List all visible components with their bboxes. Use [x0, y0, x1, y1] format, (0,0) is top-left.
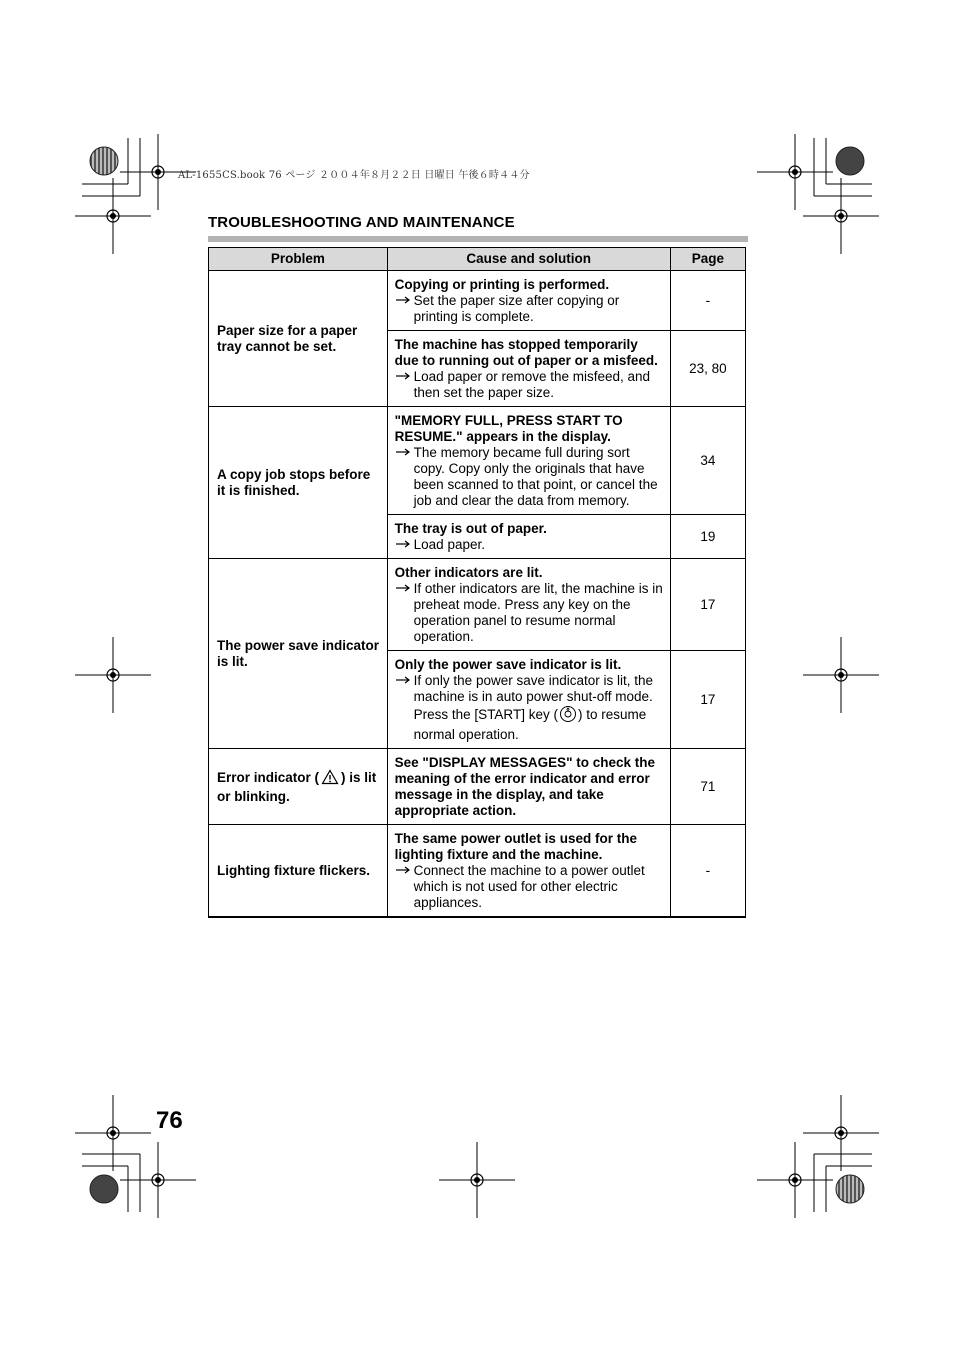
solution-text-after: ) to resume normal operation.	[413, 707, 647, 742]
table-row	[209, 559, 746, 651]
header-problem: Problem	[209, 248, 388, 271]
solution	[395, 445, 664, 509]
right-arrow-icon	[395, 863, 411, 879]
page-cell: -	[670, 825, 745, 918]
problem-cell: Lighting fixture flickers.	[209, 825, 388, 918]
solution-text: Connect the machine to a power outlet which is not used for other electric appliances.	[413, 863, 645, 910]
problem-cell	[209, 749, 388, 825]
start-key-icon	[559, 705, 577, 727]
page-cell: 19	[670, 515, 745, 559]
section-rule	[208, 236, 748, 242]
solution-text-before: If only the power save indicator is lit, the machine is in auto power shut-off mode. Press the [START] key (	[413, 673, 654, 722]
table-row	[209, 407, 746, 515]
solution-text: Load paper or remove the misfeed, and then set the paper size.	[413, 369, 651, 400]
table-header-row	[209, 248, 746, 271]
solution	[395, 581, 664, 645]
solution	[395, 369, 664, 401]
solution-text: Set the paper size after copying or printing is complete.	[413, 293, 620, 324]
page-cell: 23, 80	[670, 331, 745, 407]
page-cell: 71	[670, 749, 745, 825]
problem-cell: A copy job stops before it is finished.	[209, 407, 388, 559]
cause-cell	[387, 651, 670, 749]
page-number: 76	[156, 1107, 183, 1134]
cause-cell	[387, 515, 670, 559]
book-header: AL-1655CS.book 76 ページ ２００４年８月２２日 日曜日 午後６時４４分	[178, 170, 530, 181]
header-page: Page	[670, 248, 745, 271]
right-arrow-icon	[395, 445, 411, 461]
cause-title: Copying or printing is performed.	[394, 277, 610, 292]
solution	[395, 293, 664, 325]
table-row	[209, 825, 746, 918]
table-row	[209, 271, 746, 331]
cause-title: The tray is out of paper.	[394, 521, 547, 536]
cause-cell	[387, 271, 670, 331]
right-arrow-icon	[395, 673, 411, 689]
cause-cell	[387, 559, 670, 651]
problem-text-before: Error indicator (	[217, 769, 320, 785]
cause-title: The same power outlet is used for the lighting fixture and the machine.	[394, 831, 637, 862]
cause-title: Other indicators are lit.	[394, 565, 543, 580]
table-row	[209, 749, 746, 825]
cause-cell	[387, 749, 670, 825]
right-arrow-icon	[395, 581, 411, 597]
page-cell: 17	[670, 651, 745, 749]
page-cell: 17	[670, 559, 745, 651]
header-cause: Cause and solution	[387, 248, 670, 271]
cause-cell	[387, 331, 670, 407]
solution-text: Load paper.	[413, 537, 485, 552]
page-cell: -	[670, 271, 745, 331]
solution-text: If other indicators are lit, the machine is in preheat mode. Press any key on the operation panel to resume normal operation.	[413, 581, 663, 644]
cause-title: "MEMORY FULL, PRESS START TO RESUME." appears in the display.	[394, 413, 623, 444]
right-arrow-icon	[395, 369, 411, 385]
cause-cell	[387, 825, 670, 918]
solution	[395, 863, 664, 911]
problem-cell: Paper size for a paper tray cannot be set.	[209, 271, 388, 407]
right-arrow-icon	[395, 537, 411, 553]
cause-title: The machine has stopped temporarily due to running out of paper or a misfeed.	[394, 337, 658, 368]
cause-cell	[387, 407, 670, 515]
problem-text-after: ) is lit or blinking.	[217, 769, 377, 804]
page-cell: 34	[670, 407, 745, 515]
warning-triangle-icon	[321, 769, 339, 789]
section-title: TROUBLESHOOTING AND MAINTENANCE	[208, 214, 515, 231]
troubleshooting-table	[208, 247, 746, 918]
solution	[395, 673, 664, 743]
solution	[395, 537, 664, 553]
cause-title: Only the power save indicator is lit.	[394, 657, 622, 672]
problem-cell: The power save indicator is lit.	[209, 559, 388, 749]
cause-title: See "DISPLAY MESSAGES" to check the meaning of the error indicator and error message in the display, and take appropriate action.	[394, 755, 656, 818]
solution-text: The memory became full during sort copy. Copy only the originals that have been scanned to that point, or cancel the job and clear the data from memory.	[413, 445, 658, 508]
right-arrow-icon	[395, 293, 411, 309]
